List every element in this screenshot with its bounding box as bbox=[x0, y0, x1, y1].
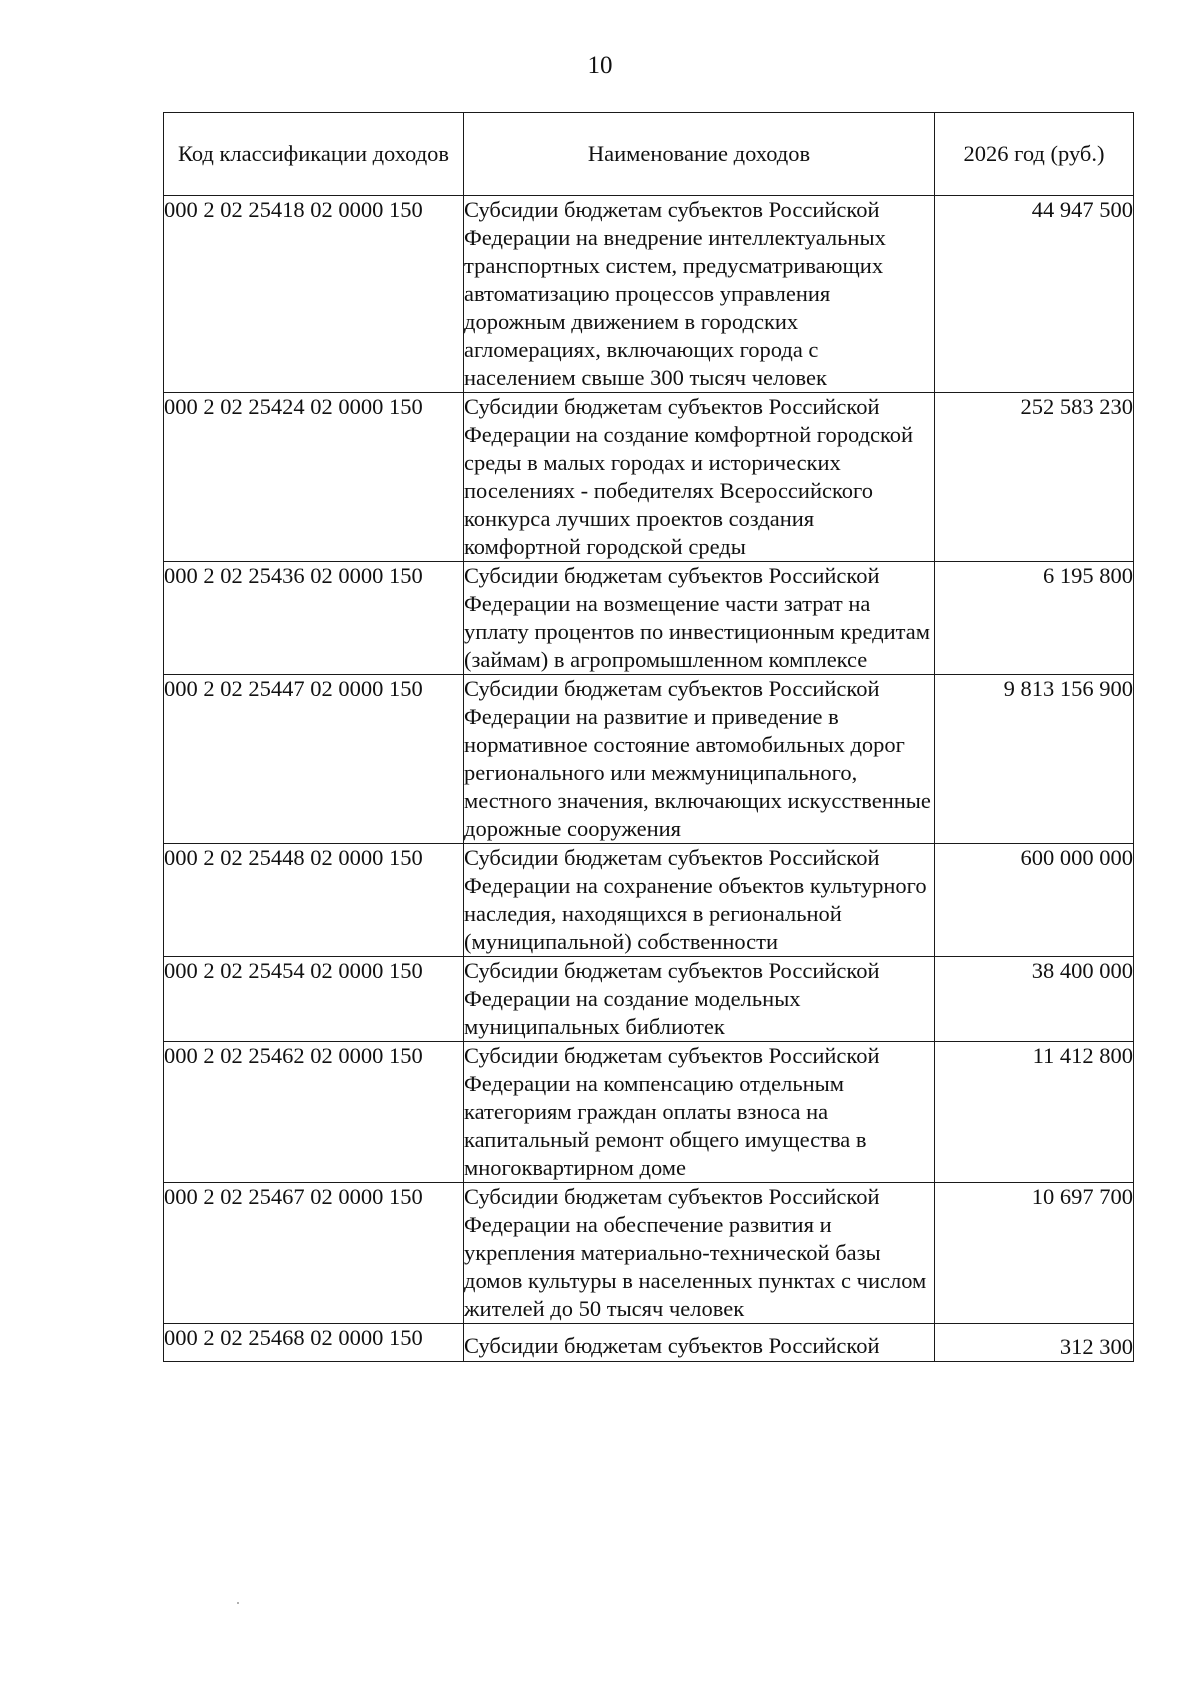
table-row bbox=[164, 844, 1134, 957]
row-name: Субсидии бюджетам субъектов Российской bbox=[464, 1324, 935, 1362]
row-name: Субсидии бюджетам субъектов Российской Федерации на создание комфортной городской среды в малых городах и исторических поселениях - победителях Всероссийского конкурса лучших проектов создания комфортной городской среды bbox=[464, 393, 935, 562]
row-code: 000 2 02 25424 02 0000 150 bbox=[164, 393, 464, 562]
row-code: 000 2 02 25448 02 0000 150 bbox=[164, 844, 464, 957]
row-code: 000 2 02 25454 02 0000 150 bbox=[164, 957, 464, 1042]
row-code: 000 2 02 25436 02 0000 150 bbox=[164, 562, 464, 675]
revenue-table bbox=[163, 112, 1134, 1362]
scan-speck bbox=[237, 1602, 239, 1604]
row-amount: 312 300 bbox=[935, 1324, 1134, 1362]
table-row bbox=[164, 1042, 1134, 1183]
table-row bbox=[164, 196, 1134, 393]
row-amount: 252 583 230 bbox=[935, 393, 1134, 562]
table-header-row bbox=[164, 113, 1134, 196]
row-code: 000 2 02 25468 02 0000 150 bbox=[164, 1324, 464, 1362]
table-row bbox=[164, 562, 1134, 675]
header-code: Код классификации доходов bbox=[164, 113, 464, 196]
row-name: Субсидии бюджетам субъектов Российской Федерации на сохранение объектов культурного наследия, находящихся в региональной (муниципальной) собственности bbox=[464, 844, 935, 957]
row-name: Субсидии бюджетам субъектов Российской Федерации на обеспечение развития и укрепления материально-технической базы домов культуры в населенных пунктах с числом жителей до 50 тысяч человек bbox=[464, 1183, 935, 1324]
row-amount: 38 400 000 bbox=[935, 957, 1134, 1042]
row-name: Субсидии бюджетам субъектов Российской Федерации на компенсацию отдельным категориям граждан оплаты взноса на капитальный ремонт общего имущества в многоквартирном доме bbox=[464, 1042, 935, 1183]
row-amount: 600 000 000 bbox=[935, 844, 1134, 957]
row-amount: 10 697 700 bbox=[935, 1183, 1134, 1324]
row-name: Субсидии бюджетам субъектов Российской Федерации на внедрение интеллектуальных транспортных систем, предусматривающих автоматизацию процессов управления дорожным движением в городских агломерациях, включающих города с населением свыше 300 тысяч человек bbox=[464, 196, 935, 393]
row-code: 000 2 02 25467 02 0000 150 bbox=[164, 1183, 464, 1324]
row-code: 000 2 02 25418 02 0000 150 bbox=[164, 196, 464, 393]
row-code: 000 2 02 25447 02 0000 150 bbox=[164, 675, 464, 844]
table-row bbox=[164, 1183, 1134, 1324]
row-name: Субсидии бюджетам субъектов Российской Федерации на развитие и приведение в нормативное состояние автомобильных дорог регионального или межмуниципального, местного значения, включающих искусственные дорожные сооружения bbox=[464, 675, 935, 844]
table-row bbox=[164, 957, 1134, 1042]
table-row bbox=[164, 393, 1134, 562]
table-row bbox=[164, 1324, 1134, 1362]
row-amount: 11 412 800 bbox=[935, 1042, 1134, 1183]
row-amount: 44 947 500 bbox=[935, 196, 1134, 393]
row-amount: 6 195 800 bbox=[935, 562, 1134, 675]
row-name: Субсидии бюджетам субъектов Российской Федерации на создание модельных муниципальных библиотек bbox=[464, 957, 935, 1042]
row-amount: 9 813 156 900 bbox=[935, 675, 1134, 844]
table-row bbox=[164, 675, 1134, 844]
header-amount: 2026 год (руб.) bbox=[935, 113, 1134, 196]
row-code: 000 2 02 25462 02 0000 150 bbox=[164, 1042, 464, 1183]
page-number: 10 bbox=[587, 52, 613, 79]
header-name: Наименование доходов bbox=[464, 113, 935, 196]
row-name: Субсидии бюджетам субъектов Российской Федерации на возмещение части затрат на уплату процентов по инвестиционным кредитам (займам) в агропромышленном комплексе bbox=[464, 562, 935, 675]
